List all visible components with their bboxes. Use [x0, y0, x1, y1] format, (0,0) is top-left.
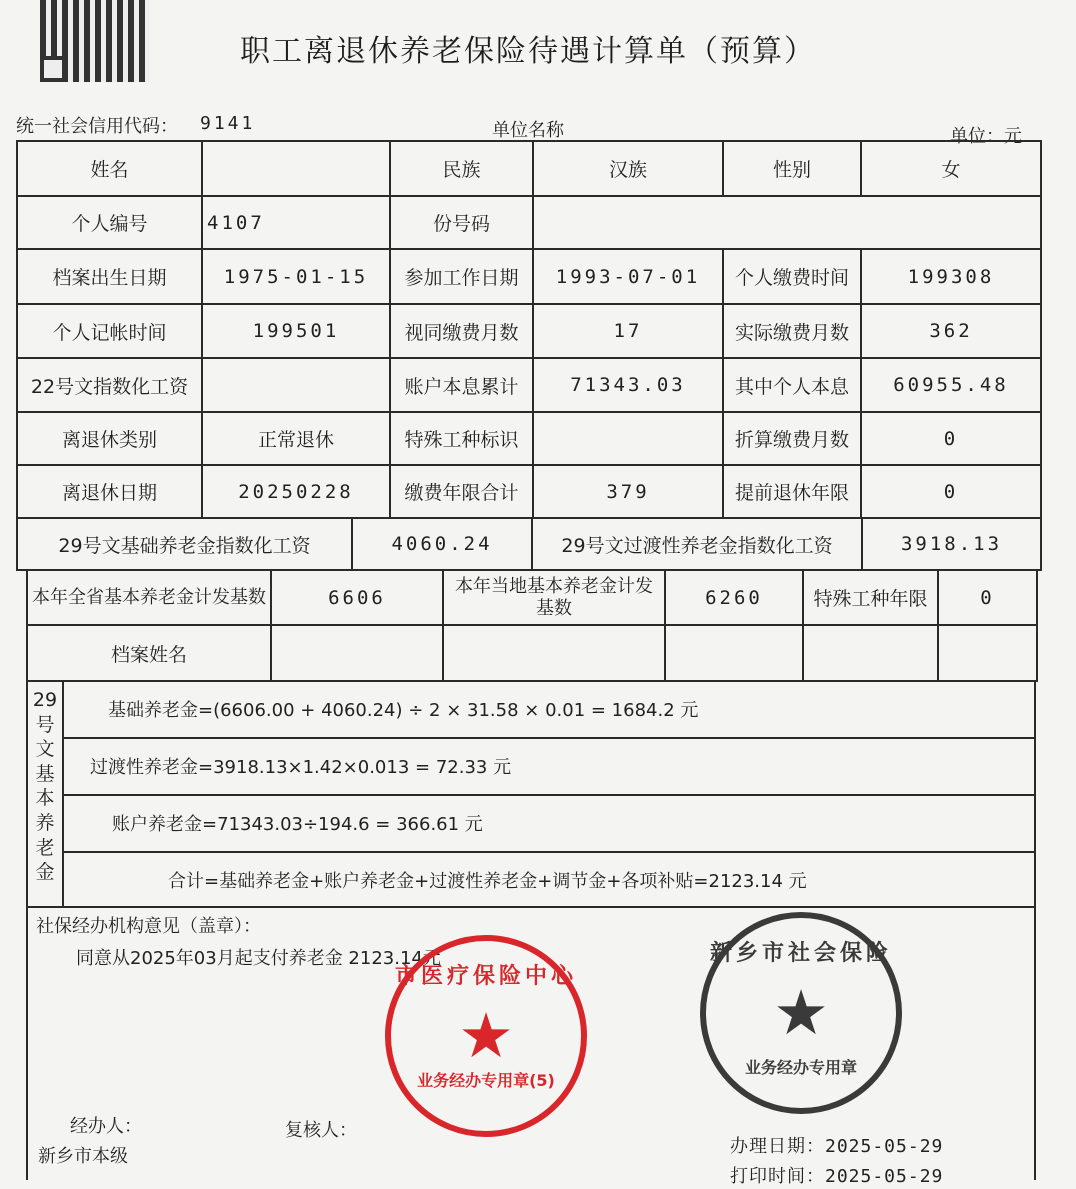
id-number-label: 份号码	[390, 196, 533, 249]
early-retire-value: 0	[861, 465, 1041, 518]
transition-pension-formula: 过渡性养老金=3918.13×1.42×0.013 = 72.33 元	[64, 739, 1034, 796]
local-base-label: 本年当地基本养老金计发基数	[443, 570, 665, 625]
actual-months-value: 362	[861, 304, 1041, 358]
star-icon: ★	[773, 976, 829, 1049]
gender-value: 女	[861, 141, 1041, 196]
process-date: 办理日期：2025-05-29	[730, 1136, 944, 1157]
work-start-label: 参加工作日期	[390, 249, 533, 304]
account-start-label: 个人记帐时间	[17, 304, 202, 358]
wage22-label: 22号文指数化工资	[17, 358, 202, 412]
retire-type-value: 正常退休	[202, 412, 390, 465]
contribution-years-value: 379	[533, 465, 723, 518]
pension-calculation	[26, 680, 1036, 908]
stamp-top-text: 新乡市社会保险	[709, 941, 892, 966]
reviewer-label: 复核人：	[285, 1120, 357, 1141]
pay-start-label: 个人缴费时间	[723, 249, 861, 304]
pay-start-value: 199308	[861, 249, 1041, 304]
basic-index-wage-value: 4060.24	[352, 518, 532, 570]
blank-cell	[803, 625, 938, 681]
blank-cell	[665, 625, 803, 681]
special-job-value	[533, 412, 723, 465]
special-job-label: 特殊工种标识	[390, 412, 533, 465]
total-pension-formula: 合计=基础养老金+账户养老金+过渡性养老金+调节金+各项补贴=2123.14 元	[168, 871, 807, 892]
personal-id-label: 个人编号	[17, 196, 202, 249]
personal-balance-value: 60955.48	[861, 358, 1041, 412]
medical-insurance-stamp	[385, 935, 587, 1137]
name-value	[202, 141, 390, 196]
qr-code	[40, 0, 150, 82]
special-years-value: 0	[938, 570, 1037, 625]
transition-index-wage-value: 3918.13	[862, 518, 1041, 570]
blank-cell	[443, 625, 665, 681]
retire-date-label: 离退休日期	[17, 465, 202, 518]
currency-label: 单位：元	[950, 126, 1022, 147]
transition-index-wage-label: 29号文过渡性养老金指数化工资	[532, 518, 862, 570]
name-label: 姓名	[17, 141, 202, 196]
deemed-months-value: 17	[533, 304, 723, 358]
basic-pension-formula: 基础养老金=(6606.00 + 4060.24) ÷ 2 × 31.58 × 0.01 = 1684.2 元	[64, 682, 1034, 739]
id-number-value	[533, 196, 1041, 249]
account-start-value: 199501	[202, 304, 390, 358]
early-retire-label: 提前退休年限	[723, 465, 861, 518]
stamp-bottom-text: 业务经办专用章	[744, 1058, 857, 1077]
retire-date-value: 20250228	[202, 465, 390, 518]
opinion-label: 社保经办机构意见（盖章）：	[36, 916, 261, 937]
deemed-months-label: 视同缴费月数	[390, 304, 533, 358]
birth-date-label: 档案出生日期	[17, 249, 202, 304]
file-name-label: 档案姓名	[27, 625, 271, 681]
print-date: 打印时间：2025-05-29	[730, 1166, 944, 1187]
unit-name-label: 单位名称	[492, 120, 564, 141]
account-balance-label: 账户本息累计	[390, 358, 533, 412]
handler-label: 经办人：	[70, 1116, 142, 1137]
credit-code-label: 统一社会信用代码：	[16, 116, 178, 137]
personal-balance-label: 其中个人本息	[723, 358, 861, 412]
star-icon: ★	[458, 999, 514, 1072]
wage22-value	[202, 358, 390, 412]
index-wage-table	[16, 517, 1042, 571]
birth-date-value: 1975-01-15	[202, 249, 390, 304]
contribution-years-label: 缴费年限合计	[390, 465, 533, 518]
info-table	[16, 140, 1042, 519]
stamp-bottom-text: 业务经办专用章(5)	[417, 1071, 555, 1090]
page-title: 职工离退休养老保险待遇计算单（预算）	[240, 34, 816, 69]
credit-code-value: 9141	[200, 113, 256, 134]
ethnic-value: 汉族	[533, 141, 723, 196]
special-years-label: 特殊工种年限	[803, 570, 938, 625]
calc-side-label: 29号文基本养老金	[28, 682, 64, 906]
org-name: 新乡市本级	[38, 1146, 128, 1167]
account-pension-formula: 账户养老金=71343.03÷194.6 = 366.61 元	[64, 796, 1034, 853]
social-insurance-stamp	[700, 912, 902, 1114]
stamp-top-text: 市医疗保险中心	[394, 964, 577, 989]
local-base-value: 6260	[665, 570, 803, 625]
converted-months-label: 折算缴费月数	[723, 412, 861, 465]
province-base-value: 6606	[271, 570, 443, 625]
personal-id-value: 4107	[202, 196, 390, 249]
converted-months-value: 0	[861, 412, 1041, 465]
work-start-value: 1993-07-01	[533, 249, 723, 304]
base-table	[26, 569, 1038, 682]
opinion-text: 同意从2025年03月起支付养老金 2123.14元	[76, 948, 441, 969]
account-balance-value: 71343.03	[533, 358, 723, 412]
actual-months-label: 实际缴费月数	[723, 304, 861, 358]
province-base-label: 本年全省基本养老金计发基数	[27, 570, 271, 625]
retire-type-label: 离退休类别	[17, 412, 202, 465]
blank-cell	[938, 625, 1037, 681]
gender-label: 性别	[723, 141, 861, 196]
basic-index-wage-label: 29号文基础养老金指数化工资	[17, 518, 352, 570]
ethnic-label: 民族	[390, 141, 533, 196]
file-name-value	[271, 625, 443, 681]
